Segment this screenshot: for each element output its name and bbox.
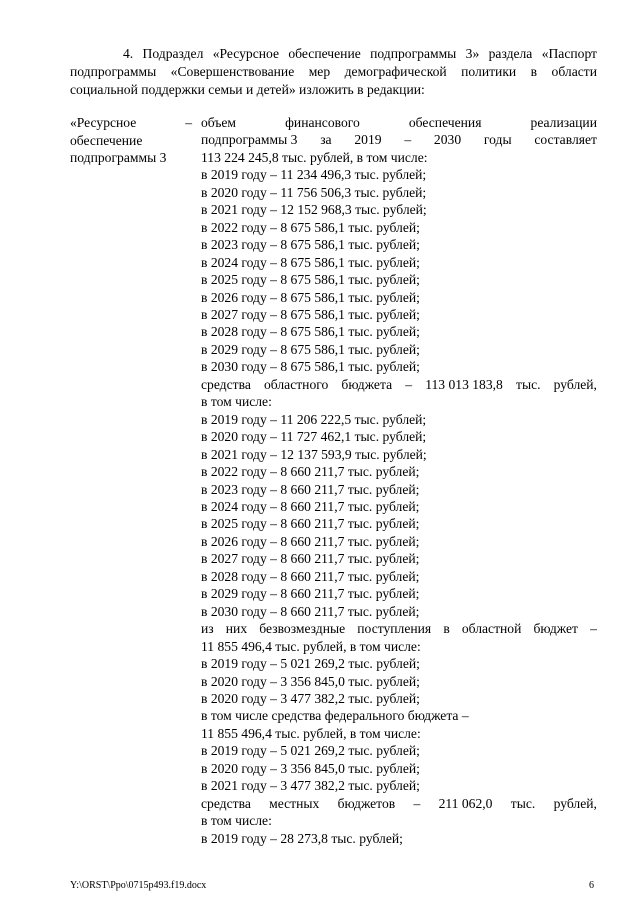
- text-line: 11 855 496,4 тыс. рублей, в том числе:: [201, 725, 421, 741]
- word: объем: [201, 115, 237, 130]
- justified-line: [201, 620, 597, 637]
- year-line: в 2022 году – 8 675 586,1 тыс. рублей;: [201, 219, 420, 235]
- text-line: в том числе:: [201, 394, 272, 410]
- section-label-line: [70, 114, 192, 132]
- word: областной: [461, 621, 522, 637]
- word: местных: [269, 795, 320, 811]
- word: бюджетов: [337, 795, 396, 811]
- year-line: в 2020 году – 11 727 462,1 тыс. рублей;: [201, 429, 427, 445]
- year-line: в 2019 году – 5 021 269,2 тыс. рублей;: [201, 743, 420, 759]
- word: –: [405, 376, 413, 392]
- year-line: в 2028 году – 8 675 586,1 тыс. рублей;: [201, 324, 420, 340]
- year-line: в 2021 году – 12 152 968,3 тыс. рублей;: [201, 202, 427, 218]
- text-line: 11 855 496,4 тыс. рублей, в том числе:: [201, 638, 421, 654]
- year-line: в 2030 году – 8 675 586,1 тыс. рублей;: [201, 359, 420, 375]
- section-label: [70, 114, 192, 167]
- year-line: в 2020 году – 11 756 506,3 тыс. рублей;: [201, 184, 427, 200]
- word: 113 013 183,8: [425, 376, 503, 392]
- word: –: [413, 795, 421, 811]
- word: областного: [264, 376, 329, 392]
- year-line: в 2029 году – 8 660 211,7 тыс. рублей;: [201, 586, 420, 602]
- justified-line: [201, 376, 597, 393]
- text-line: 113 224 245,8 тыс. рублей, в том числе:: [201, 149, 428, 165]
- section-label-line: обеспечение: [70, 132, 143, 148]
- word: за: [320, 132, 332, 148]
- year-line: в 2019 году – 5 021 269,2 тыс. рублей;: [201, 656, 420, 672]
- word: поступления: [357, 621, 432, 637]
- text-line: в том числе:: [201, 813, 272, 829]
- word: рублей,: [553, 376, 597, 392]
- year-line: в 2020 году – 3 356 845,0 тыс. рублей;: [201, 760, 420, 776]
- year-line: в 2020 году – 3 477 382,2 тыс. рублей;: [201, 690, 420, 706]
- word: 2019: [354, 132, 382, 148]
- word: реализации: [530, 115, 597, 130]
- word: годы: [483, 132, 512, 148]
- word: 211 062,0: [438, 795, 493, 811]
- section-label-dash: –: [185, 115, 192, 130]
- year-line: в 2030 году – 8 660 211,7 тыс. рублей;: [201, 603, 420, 619]
- year-line: в 2024 году – 8 660 211,7 тыс. рублей;: [201, 498, 420, 514]
- word: бюджета: [341, 376, 393, 392]
- year-line: в 2029 году – 8 675 586,1 тыс. рублей;: [201, 341, 420, 357]
- justified-line: [201, 795, 597, 812]
- year-line: в 2023 году – 8 660 211,7 тыс. рублей;: [201, 481, 420, 497]
- word: рублей,: [553, 795, 597, 811]
- year-line: в 2019 году – 11 206 222,5 тыс. рублей;: [201, 411, 427, 427]
- word: тыс.: [510, 795, 536, 811]
- year-line: в 2022 году – 8 660 211,7 тыс. рублей;: [201, 464, 420, 480]
- year-line: в 2021 году – 3 477 382,2 тыс. рублей;: [201, 778, 420, 794]
- year-line: в 2023 году – 8 675 586,1 тыс. рублей;: [201, 237, 420, 253]
- word: –: [590, 621, 597, 637]
- footer-file-path: Y:\ORST\Ppo\0715p493.f19.docx: [70, 880, 207, 891]
- funding-description: [201, 114, 597, 847]
- page-number: 6: [589, 880, 594, 891]
- word: финансового: [285, 115, 360, 130]
- word: 2030: [433, 132, 462, 148]
- year-line: в 2027 году – 8 675 586,1 тыс. рублей;: [201, 306, 420, 322]
- text-line: в том числе средства федерального бюджета –: [201, 708, 469, 724]
- year-line: в 2021 году – 12 137 593,9 тыс. рублей;: [201, 446, 427, 462]
- word: безвозмездные: [259, 621, 346, 637]
- word: средства: [201, 795, 251, 811]
- year-line: в 2028 году – 8 660 211,7 тыс. рублей;: [201, 568, 420, 584]
- word: составляет: [534, 132, 597, 148]
- word: в: [443, 621, 450, 637]
- year-line: в 2024 году – 8 675 586,1 тыс. рублей;: [201, 254, 420, 270]
- word: средства: [201, 376, 251, 392]
- year-line: в 2027 году – 8 660 211,7 тыс. рублей;: [201, 551, 420, 567]
- intro-paragraph: 4. Подраздел «Ресурсное обеспечение подпрограммы 3» раздела «Паспорт подпрограммы «Совершенствование мер демографической политики в области социальной поддержки семьи и детей» изложить в редакции:: [70, 46, 597, 97]
- word: тыс.: [516, 376, 541, 392]
- year-line: в 2026 году – 8 675 586,1 тыс. рублей;: [201, 289, 420, 305]
- year-line: в 2019 году – 28 273,8 тыс. рублей;: [201, 830, 403, 846]
- section-label-line: подпрограммы 3: [70, 150, 167, 165]
- word: них: [225, 621, 248, 637]
- word: обеспечения: [408, 115, 482, 130]
- word: –: [404, 132, 412, 148]
- section-label-word: «Ресурсное: [70, 115, 137, 130]
- year-line: в 2019 году – 11 234 496,3 тыс. рублей;: [201, 167, 427, 183]
- justified-line: [201, 114, 597, 131]
- word: из: [201, 621, 214, 637]
- word: бюджет: [533, 621, 578, 637]
- year-line: в 2025 году – 8 675 586,1 тыс. рублей;: [201, 272, 420, 288]
- year-line: в 2020 году – 3 356 845,0 тыс. рублей;: [201, 673, 420, 689]
- year-line: в 2025 году – 8 660 211,7 тыс. рублей;: [201, 516, 420, 532]
- year-line: в 2026 году – 8 660 211,7 тыс. рублей;: [201, 533, 420, 549]
- word: подпрограммы 3: [201, 132, 298, 148]
- justified-line: [201, 131, 597, 148]
